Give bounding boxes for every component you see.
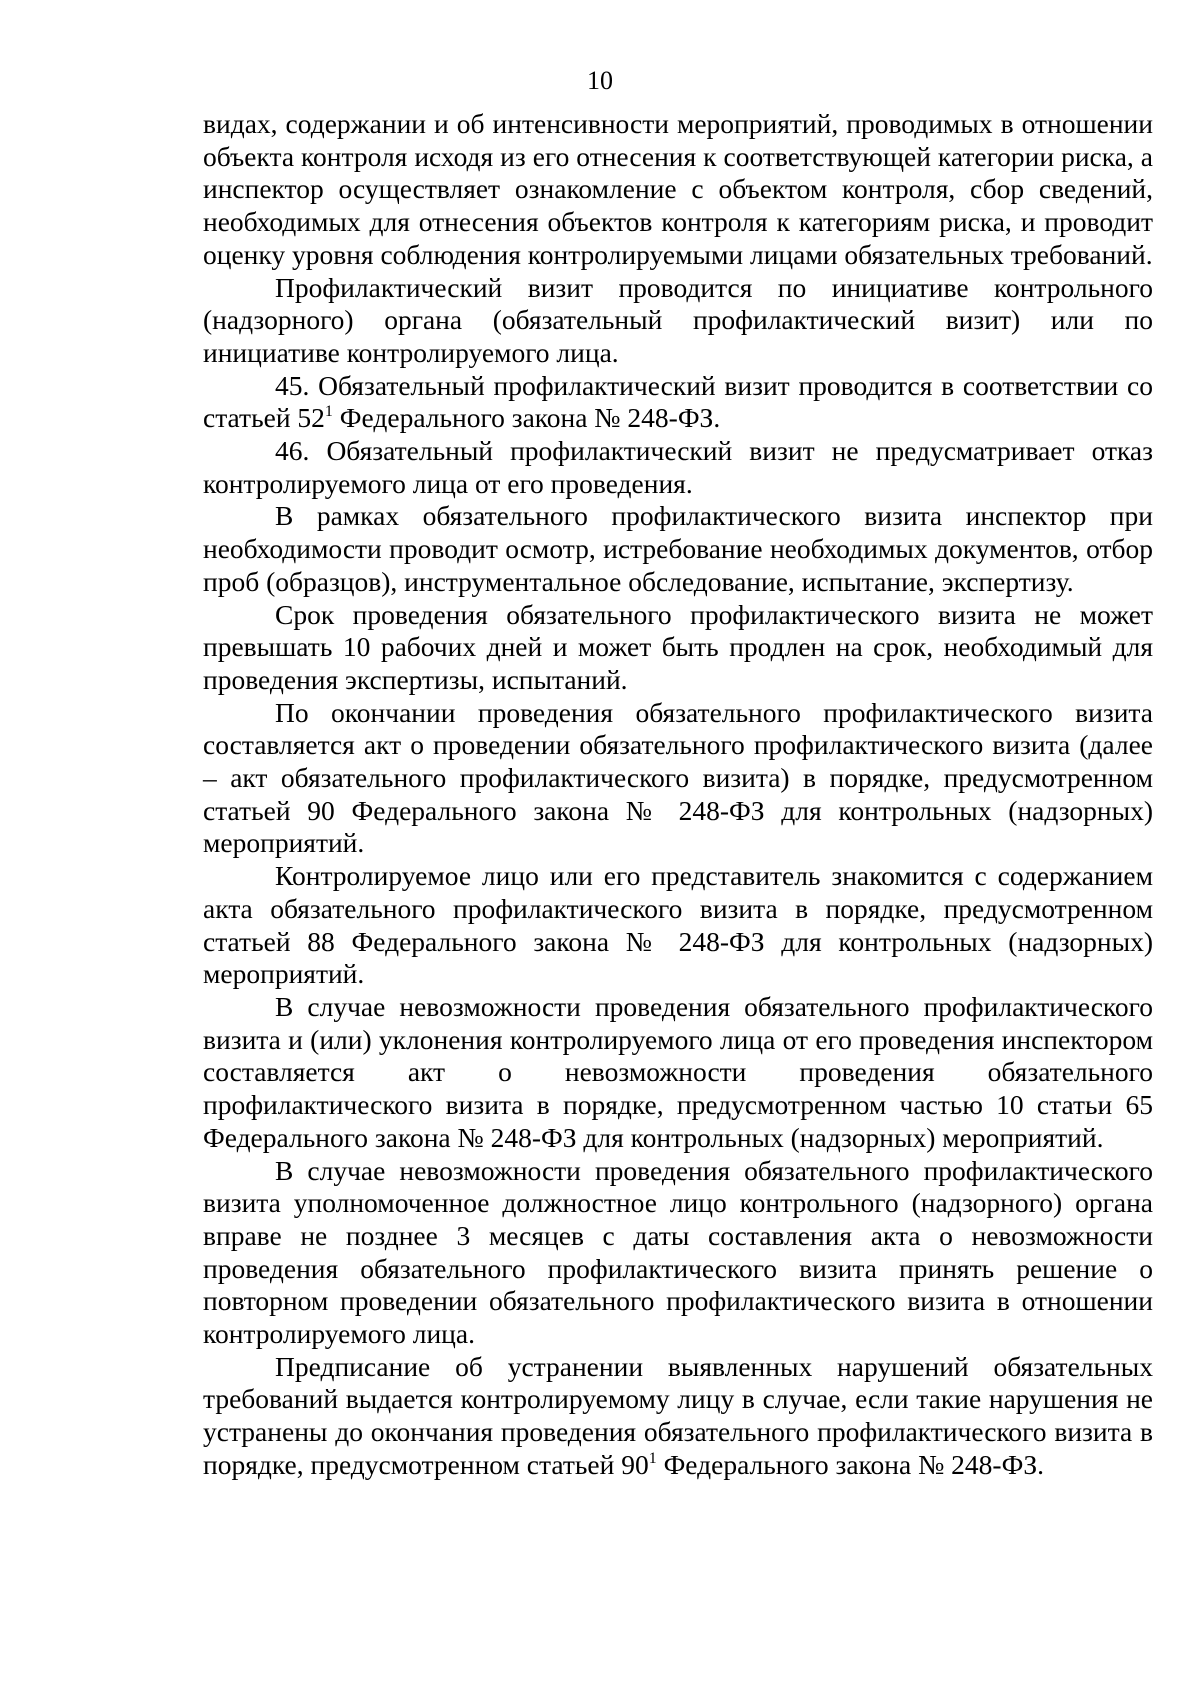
page-number: 10 (587, 66, 613, 95)
paragraph-act-familiarization: Контролируемое лицо или его представитель знакомится с содержанием акта обязательного профилактического визита в порядке, предусмотренном статьей 88 Федерального закона № 248-ФЗ для контрольных (надзорных) мероприятий. (203, 860, 1153, 990)
footnote-superscript: 1 (648, 1449, 657, 1467)
paragraph-continuation: видах, содержании и об интенсивности мероприятий, проводимых в отношении объекта контроля исходя из его отнесения к соответствующей категории риска, а инспектор осуществляет ознакомление с объектом контроля, сбор сведений, необходимых для отнесения объектов контроля к категориям риска, и проводит оценку уровня соблюдения контролируемыми лицами обязательных требований. (203, 108, 1153, 270)
paragraph-inspection-scope: В рамках обязательного профилактического визита инспектор при необходимости проводит осмотр, истребование необходимых документов, отбор проб (образцов), инструментальное обследование, испытание, экспертизу. (203, 500, 1153, 597)
footnote-superscript: 1 (324, 403, 333, 421)
paragraph-46: 46. Обязательный профилактический визит не предусматривает отказ контролируемого лица от его проведения. (203, 435, 1153, 499)
paragraph-visit-initiative: Профилактический визит проводится по инициативе контрольного (надзорного) органа (обязательный профилактический визит) или по инициативе контролируемого лица. (203, 271, 1153, 368)
paragraph-45 (203, 370, 1153, 435)
document-body (203, 108, 1153, 1482)
paragraph-visit-act: По окончании проведения обязательного профилактического визита составляется акт о проведении обязательного профилактического визита (далее – акт обязательного профилактического визита) в порядке, предусмотренном статьей 90 Федерального закона № 248-ФЗ для контрольных (надзорных) мероприятий. (203, 696, 1153, 859)
paragraph-repeat-visit: В случае невозможности проведения обязательного профилактического визита уполномоченное должностное лицо контрольного (надзорного) органа вправе не позднее 3 месяцев с даты составления акта о невозможности проведения обязательного профилактического визита принять решение о повторном проведении обязательного профилактического визита в отношении контролируемого лица. (203, 1154, 1153, 1350)
paragraph-visit-duration: Срок проведения обязательного профилактического визита не может превышать 10 рабочих дней и может быть продлен на срок, необходимый для проведения экспертизы, испытаний. (203, 598, 1153, 695)
paragraph-impossibility-act: В случае невозможности проведения обязательного профилактического визита и (или) уклонения контролируемого лица от его проведения инспектором составляется акт о невозможности проведения обязательного профилактического визита в порядке, предусмотренном частью 10 статьи 65 Федерального закона № 248-ФЗ для контрольных (надзорных) мероприятий. (203, 990, 1153, 1153)
paragraph-prescription-text: Предписание об устранении выявленных нарушений обязательных требований выдается контролируемому лицу в случае, если такие нарушения не устранены до окончания проведения обязательного профилактического визита в порядке, предусмотренном статьей 90 (203, 1350, 1153, 1480)
paragraph-prescription (203, 1351, 1153, 1482)
paragraph-prescription-text-end: Федерального закона № 248-ФЗ. (656, 1448, 1044, 1480)
paragraph-45-text-end: Федерального закона № 248-ФЗ. (332, 402, 721, 434)
paragraph-45-text: 45. Обязательный профилактический визит проводится в соответствии со статьей 52 (203, 369, 1153, 434)
